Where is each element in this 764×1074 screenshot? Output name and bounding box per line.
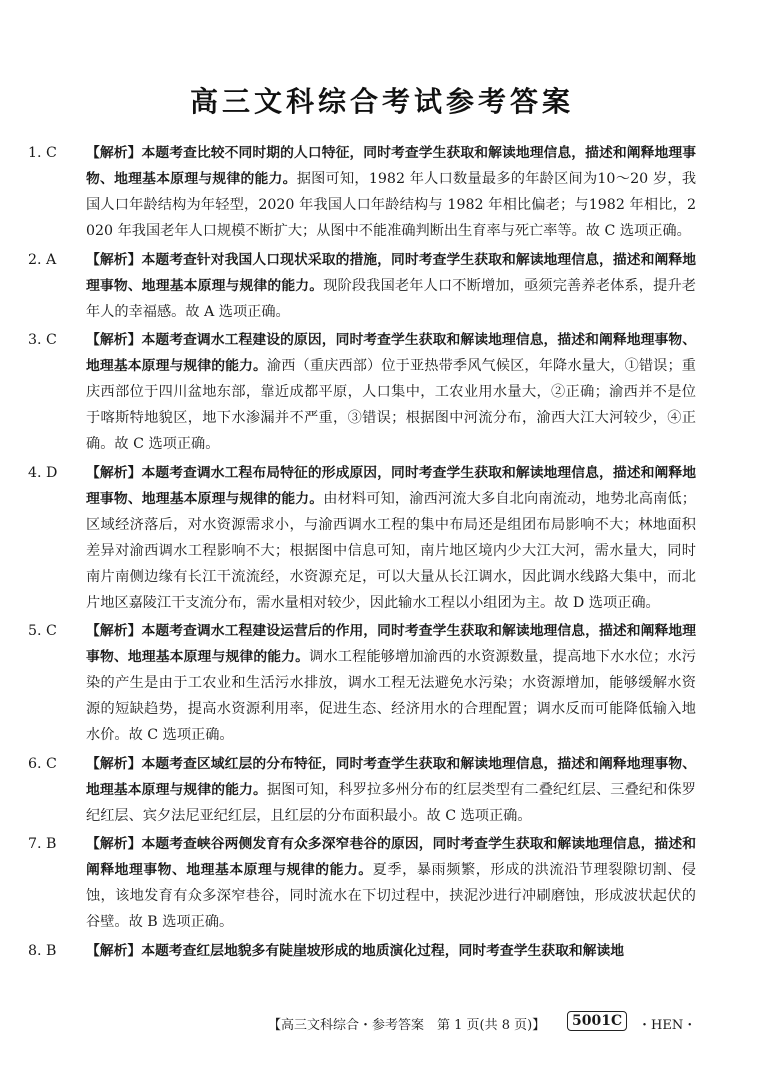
answer-number: 3. C — [28, 332, 57, 348]
analysis-label: 【解析】 — [86, 942, 142, 959]
analysis-label: 【解析】 — [86, 755, 142, 772]
analysis-summary: 本题考查比较不同时期的人口特征，同时考查学生获取和解读地理信息，描述和阐释地理事物、地理基本原理与规律的能力。 — [86, 145, 697, 187]
answer-item — [28, 618, 697, 748]
analysis-summary: 本题考查调水工程布局特征的形成原因，同时考查学生获取和解读地理信息，描述和阐释地理事物、地理基本原理与规律的能力。 — [86, 464, 697, 507]
answer-item — [28, 140, 697, 244]
answer-item — [28, 247, 697, 325]
analysis-text: 调水工程能够增加渝西的水资源数量，提高地下水水位；水污染的产生是由于工农业和生活污水排放，调水工程无法避免水污染；水资源增加，能够缓解水资源的短缺趋势，提高水资源利用率，促进生态、经济用水的合理配置；调水反而可能降低输入地水价。故 C 选项正确。 — [86, 649, 696, 743]
footer-page-info: 【高三文科综合・参考答案 第 1 页(共 8 页)】 — [268, 1018, 546, 1033]
analysis-text: 夏季，暴雨频繁，形成的洪流沿节理裂隙切割、侵蚀，该地发育有众多深窄巷谷，同时流水在下切过程中，挟泥沙进行冲刷磨蚀，形成波状起伏的谷壁。故 B 选项正确。 — [86, 862, 696, 930]
analysis-label: 【解析】 — [86, 145, 142, 161]
analysis-summary: 本题考查针对我国人口现状采取的措施，同时考查学生获取和解读地理信息，描述和阐释地理事物、地理基本原理与规律的能力。 — [86, 251, 697, 294]
analysis-label: 【解析】 — [86, 836, 142, 852]
answer-number: 8. B — [28, 942, 57, 959]
analysis-text: 现阶段我国老年人口不断增加，亟须完善养老体系，提升老年人的幸福感。故 A 选项正确。 — [86, 277, 696, 320]
answer-number: 2. A — [28, 251, 57, 268]
analysis-text: 渝西（重庆西部）位于亚热带季风气候区，年降水量大，①错误；重庆西部位于四川盆地东部，靠近成都平原，人口集中，工农业用水量大，②正确；渝西并不是位于喀斯特地貌区，地下水渗漏并不严重，③错误；根据图中河流分布，渝西大江大河较少，④正确。故 C 选项正确。 — [86, 358, 696, 452]
analysis-summary: 本题考查调水工程建设的原因，同时考查学生获取和解读地理信息，描述和阐释地理事物、地理基本原理与规律的能力。 — [86, 332, 697, 374]
analysis-summary: 本题考查区域红层的分布特征，同时考查学生获取和解读地理信息，描述和阐释地理事物、地理基本原理与规律的能力。 — [86, 755, 697, 798]
analysis-text: 据图可知，科罗拉多州分布的红层类型有二叠纪红层、三叠纪和侏罗纪红层、宾夕法尼亚纪红层，且红层的分布面积最小。故 C 选项正确。 — [86, 781, 696, 824]
analysis-label: 【解析】 — [86, 464, 142, 481]
answer-number: 1. C — [28, 145, 57, 161]
analysis-label: 【解析】 — [86, 623, 142, 639]
analysis-text: 由材料可知，渝西河流大多自北向南流动，地势北高南低；区域经济落后，对水资源需求小，与渝西调水工程的集中布局还是组团布局影响不大；林地面积差异对渝西调水工程影响不大；根据图中信息可知，南片地区境内少大江大河，需水量大，同时南片南侧边缘有长江干流流经，水资源充足，可以大量从长江调水，因此调水线路大集中，而北片地区嘉陵江干支流分布，需水量相对较少，因此输水工程以小组团为主。故 D 选项正确。 — [86, 490, 696, 611]
answer-number: 4. D — [28, 464, 58, 481]
analysis-label: 【解析】 — [86, 332, 142, 348]
answer-item — [28, 327, 697, 457]
analysis-summary: 本题考查红层地貌多有陡崖坡形成的地质演化过程，同时考查学生获取和解读地 — [141, 942, 625, 959]
answer-item — [28, 751, 697, 829]
analysis-label: 【解析】 — [86, 251, 142, 268]
answer-number: 6. C — [28, 755, 57, 772]
footer-code-badge: 5001C — [567, 1011, 627, 1031]
analysis-summary: 本题考查调水工程建设运营后的作用，同时考查学生获取和解读地理信息，描述和阐释地理事物、地理基本原理与规律的能力。 — [86, 623, 697, 665]
answer-item — [28, 460, 697, 616]
answer-item — [28, 831, 697, 935]
answer-number: 7. B — [28, 836, 57, 852]
footer-region: ・HEN・ — [638, 1018, 697, 1033]
analysis-summary: 本题考查峡谷两侧发育有众多深窄巷谷的原因，同时考查学生获取和解读地理信息，描述和阐释地理事物、地理基本原理与规律的能力。 — [86, 836, 697, 878]
analysis-text: 据图可知，1982 年人口数量最多的年龄区间为10～20 岁，我国人口年龄结构为年轻型，2020 年我国人口年龄结构与 1982 年相比偏老；与1982 年相比，2020 年我国老年人口规模不断扩大；从图中不能准确判断出生育率与死亡率等。故 C 选项正确。 — [86, 171, 697, 239]
answer-number: 5. C — [28, 623, 57, 639]
answer-item — [28, 938, 696, 964]
answer-list — [28, 140, 697, 966]
page-title: 高三文科综合考试参考答案 — [189, 85, 574, 118]
